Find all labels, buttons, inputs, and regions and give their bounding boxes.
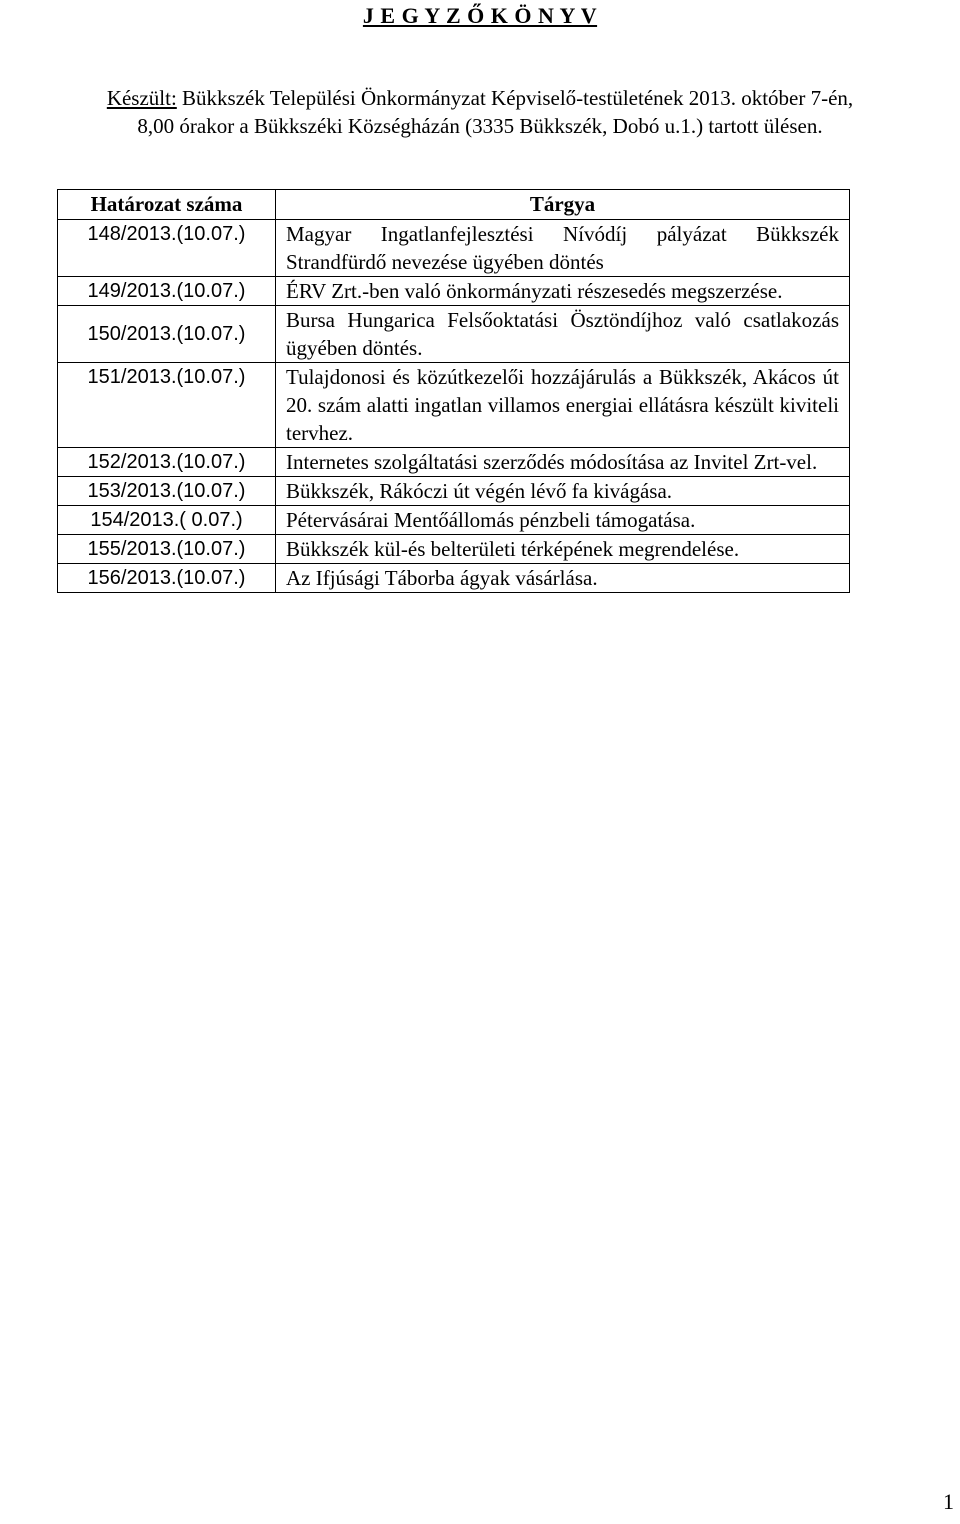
resolution-number: 151/2013.(10.07.) [58, 363, 276, 448]
table-row [58, 448, 850, 477]
resolution-number: 152/2013.(10.07.) [58, 448, 276, 477]
intro-paragraph [0, 84, 960, 140]
table-row [58, 564, 850, 593]
resolution-subject: Internetes szolgáltatási szerződés módosítása az Invitel Zrt-vel. [276, 448, 850, 477]
intro-line-2: 8,00 órakor a Bükkszéki Községházán (3335 Bükkszék, Dobó u.1.) tartott ülésen. [137, 114, 823, 138]
table-header-row [58, 190, 850, 220]
page-number: 1 [943, 1489, 954, 1514]
resolutions-table [57, 189, 850, 593]
resolution-subject: ÉRV Zrt.-ben való önkormányzati részesedés megszerzése. [276, 277, 850, 306]
document-title: J E G Y Z Ő K Ö N Y V [362, 3, 598, 28]
resolution-subject: Bursa Hungarica Felsőoktatási Ösztöndíjhoz való csatlakozás ügyében döntés. [276, 306, 850, 363]
intro-label: Készült: [106, 86, 177, 110]
table-row [58, 306, 850, 363]
resolution-number: 150/2013.(10.07.) [58, 306, 276, 363]
table-row [58, 506, 850, 535]
resolution-subject: Bükkszék, Rákóczi út végén lévő fa kivágása. [276, 477, 850, 506]
table-row [58, 477, 850, 506]
resolution-number: 156/2013.(10.07.) [58, 564, 276, 593]
resolution-number: 148/2013.(10.07.) [58, 220, 276, 277]
intro-line-1-text: Bükkszék Települési Önkormányzat Képviselő-testületének 2013. október 7-én, [176, 86, 854, 110]
resolution-subject: Tulajdonosi és közútkezelői hozzájárulás a Bükkszék, Akácos út 20. szám alatti ingatlan villamos energiai ellátásra készült kiviteli tervhez. [276, 363, 850, 448]
resolution-number: 149/2013.(10.07.) [58, 277, 276, 306]
resolution-number: 155/2013.(10.07.) [58, 535, 276, 564]
table-row [58, 535, 850, 564]
table-row [58, 277, 850, 306]
resolution-subject: Bükkszék kül-és belterületi térképének megrendelése. [276, 535, 850, 564]
header-resolution-number: Határozat száma [58, 190, 276, 220]
intro-line-1 [0, 84, 960, 112]
resolution-subject: Magyar Ingatlanfejlesztési Nívódíj pályázat Bükkszék Strandfürdő nevezése ügyében döntés [276, 220, 850, 277]
resolution-number: 153/2013.(10.07.) [58, 477, 276, 506]
header-subject: Tárgya [276, 190, 850, 220]
table-row [58, 363, 850, 448]
table-row [58, 220, 850, 277]
resolution-subject: Pétervásárai Mentőállomás pénzbeli támogatása. [276, 506, 850, 535]
resolution-subject: Az Ifjúsági Táborba ágyak vásárlása. [276, 564, 850, 593]
resolution-number: 154/2013.( 0.07.) [58, 506, 276, 535]
